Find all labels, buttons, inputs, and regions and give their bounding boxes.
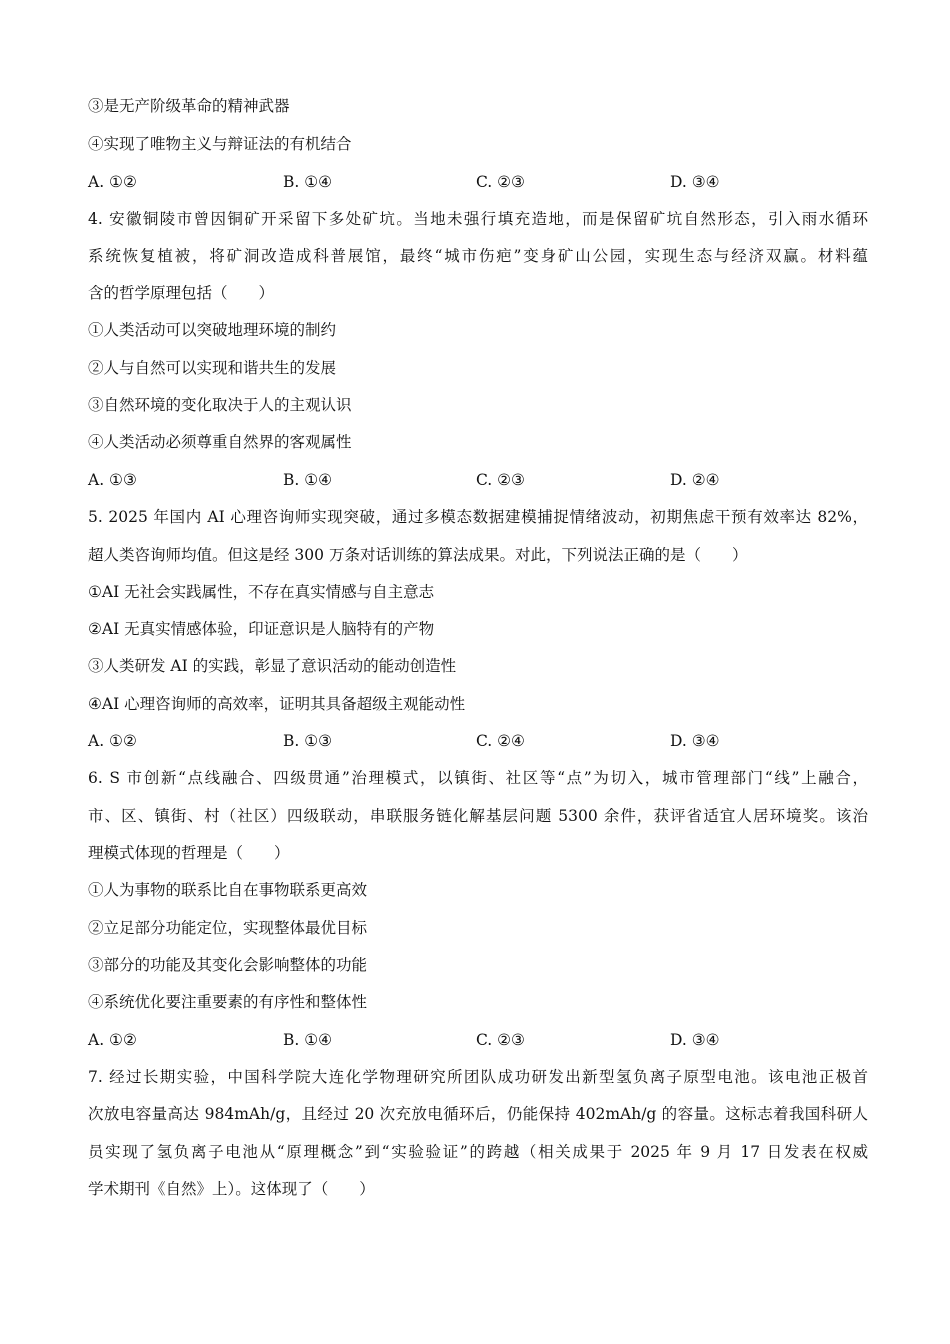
q4-option-d: D. ②④ bbox=[670, 471, 720, 489]
q5-item-2: ②AI 无真实情感体验，印证意识是人脑特有的产物 bbox=[88, 620, 435, 638]
q6-option-c: C. ②③ bbox=[476, 1031, 525, 1049]
q5-options bbox=[88, 731, 868, 751]
q5-option-d: D. ③④ bbox=[670, 732, 720, 750]
q3-item-4: ④实现了唯物主义与辩证法的有机结合 bbox=[88, 135, 352, 153]
q6-options bbox=[88, 1030, 868, 1050]
q3-option-d: D. ③④ bbox=[670, 173, 720, 191]
q3-option-c: C. ②③ bbox=[476, 173, 525, 191]
q7-stem-line-3: 员实现了氢负离子电池从“原理概念”到“实验验证”的跨越（相关成果于 2025 年 9 月 17 日发表在权威 bbox=[88, 1143, 868, 1161]
q7-stem-line-2: 次放电容量高达 984mAh/g，且经过 20 次充放电循环后，仍能保持 402mAh/g 的容量。这标志着我国科研人 bbox=[88, 1105, 868, 1123]
q4-stem-line-3: 含的哲学原理包括（ ） bbox=[88, 284, 275, 302]
q6-item-3: ③部分的功能及其变化会影响整体的功能 bbox=[88, 956, 368, 974]
q4-item-3: ③自然环境的变化取决于人的主观认识 bbox=[88, 396, 352, 414]
q4-stem-line-2: 系统恢复植被，将矿洞改造成科普展馆，最终“城市伤疤”变身矿山公园，实现生态与经济双赢。材料蕴 bbox=[88, 247, 868, 265]
q5-option-a: A. ①② bbox=[88, 732, 137, 750]
q5-item-1: ①AI 无社会实践属性，不存在真实情感与自主意志 bbox=[88, 583, 435, 601]
q4-options bbox=[88, 470, 868, 490]
q4-option-c: C. ②③ bbox=[476, 471, 525, 489]
q4-item-4: ④人类活动必须尊重自然界的客观属性 bbox=[88, 433, 352, 451]
q5-item-4: ④AI 心理咨询师的高效率，证明其具备超级主观能动性 bbox=[88, 695, 466, 713]
q6-item-2: ②立足部分功能定位，实现整体最优目标 bbox=[88, 919, 368, 937]
q5-item-3: ③人类研发 AI 的实践，彰显了意识活动的能动创造性 bbox=[88, 657, 457, 675]
q7-stem-line-4: 学术期刊《自然》上）。这体现了（ ） bbox=[88, 1180, 375, 1198]
q4-option-b: B. ①④ bbox=[283, 471, 333, 489]
q6-item-4: ④系统优化要注重要素的有序性和整体性 bbox=[88, 993, 368, 1011]
q4-item-1: ①人类活动可以突破地理环境的制约 bbox=[88, 321, 337, 339]
q4-item-2: ②人与自然可以实现和谐共生的发展 bbox=[88, 359, 337, 377]
q3-option-a: A. ①② bbox=[88, 173, 137, 191]
q6-option-d: D. ③④ bbox=[670, 1031, 720, 1049]
q7-stem-line-1: 7. 经过长期实验，中国科学院大连化学物理研究所团队成功研发出新型氢负离子原型电池。该电池正极首 bbox=[88, 1068, 868, 1086]
q5-option-c: C. ②④ bbox=[476, 732, 525, 750]
q3-options bbox=[88, 172, 868, 192]
q5-option-b: B. ①③ bbox=[283, 732, 333, 750]
q4-option-a: A. ①③ bbox=[88, 471, 137, 489]
q6-option-b: B. ①④ bbox=[283, 1031, 333, 1049]
q6-stem-line-3: 理模式体现的哲理是（ ） bbox=[88, 844, 290, 862]
q5-stem-line-1: 5. 2025 年国内 AI 心理咨询师实现突破，通过多模态数据建模捕捉情绪波动，初期焦虑干预有效率达 82%， bbox=[88, 508, 868, 526]
q5-stem-line-2: 超人类咨询师均值。但这是经 300 万条对话训练的算法成果。对此，下列说法正确的是（ ） bbox=[88, 546, 748, 564]
q3-item-3: ③是无产阶级革命的精神武器 bbox=[88, 97, 290, 115]
q4-stem-line-1: 4. 安徽铜陵市曾因铜矿开采留下多处矿坑。当地未强行填充造地，而是保留矿坑自然形态，引入雨水循环 bbox=[88, 210, 868, 228]
q6-stem-line-2: 市、区、镇街、村（社区）四级联动，串联服务链化解基层问题 5300 余件，获评省适宜人居环境奖。该治 bbox=[88, 807, 868, 825]
q6-stem-line-1: 6. S 市创新“点线融合、四级贯通”治理模式，以镇街、社区等“点”为切入，城市管理部门“线”上融合， bbox=[88, 769, 868, 787]
q6-option-a: A. ①② bbox=[88, 1031, 137, 1049]
q6-item-1: ①人为事物的联系比自在事物联系更高效 bbox=[88, 881, 368, 899]
q3-option-b: B. ①④ bbox=[283, 173, 333, 191]
